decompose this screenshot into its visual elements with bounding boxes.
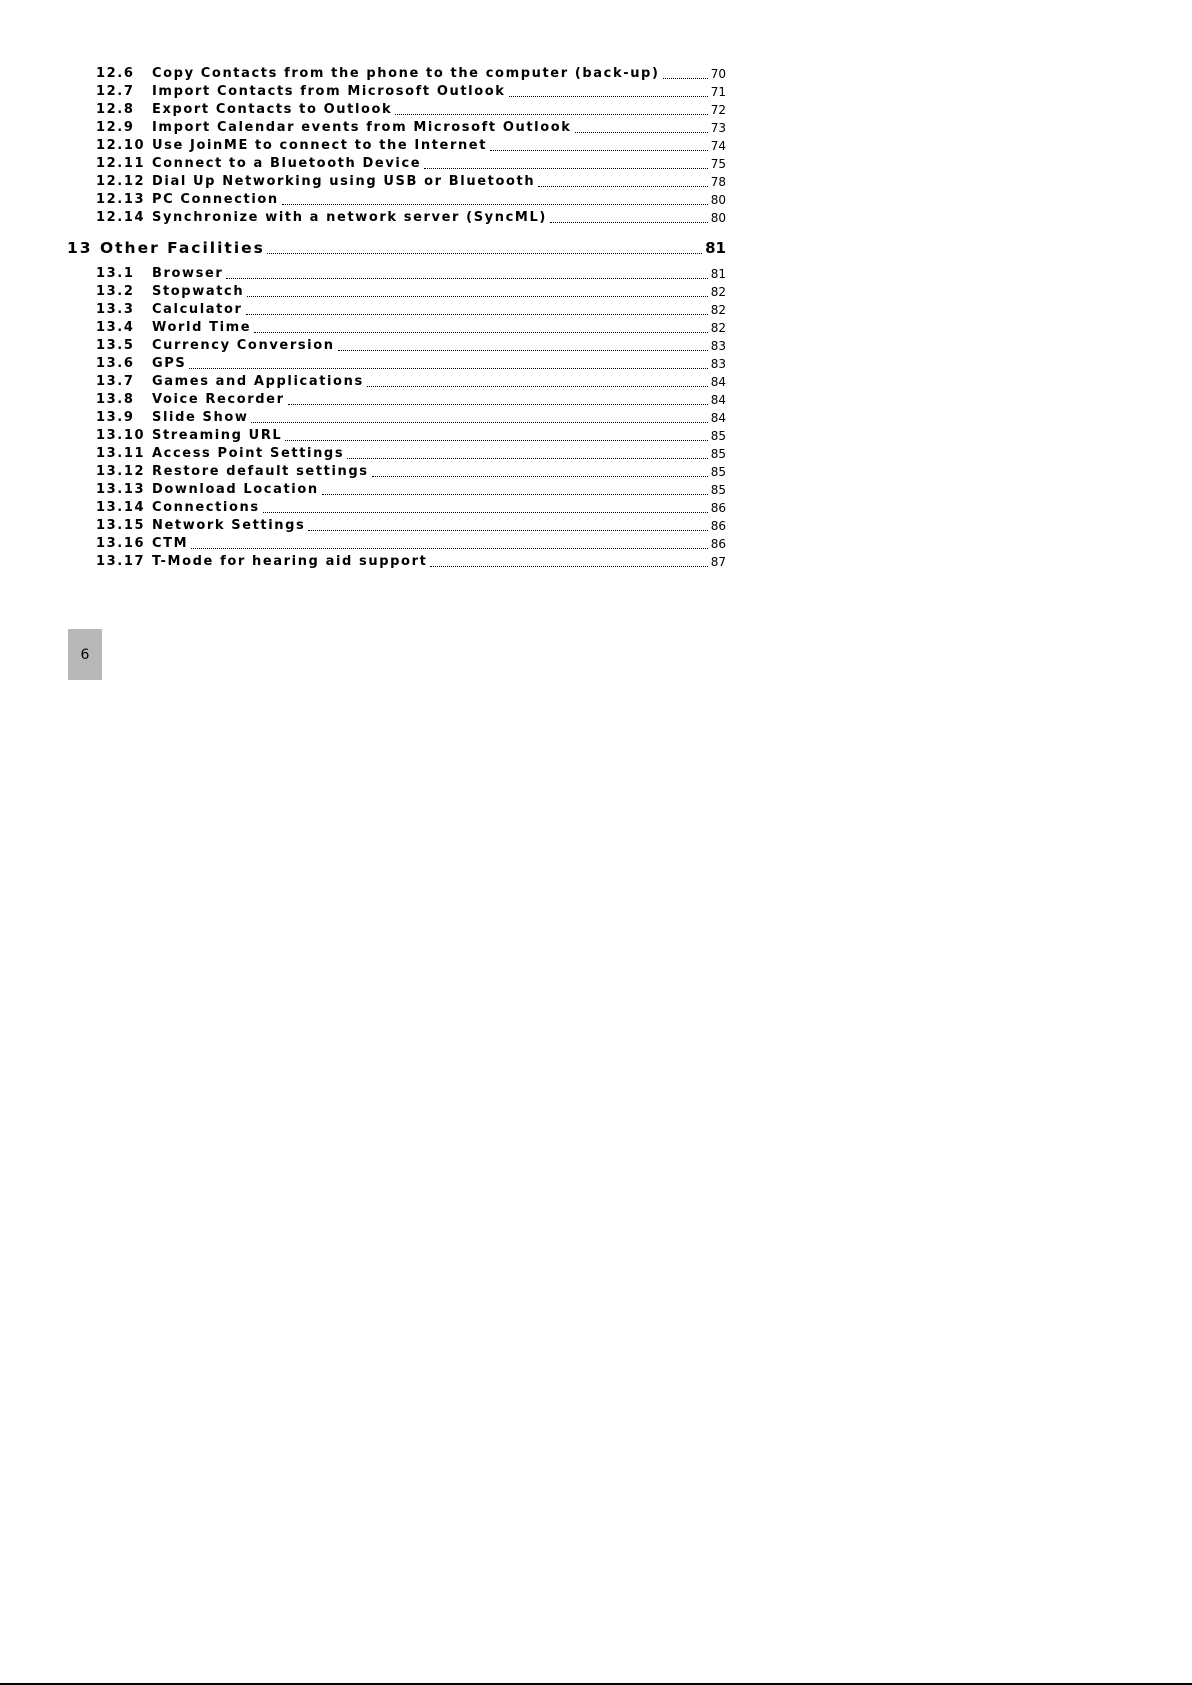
toc-entry-title: PC Connection: [152, 192, 279, 207]
toc-entry-number: 13.17: [96, 554, 146, 569]
toc-entry-number: 12.14: [96, 210, 146, 225]
toc-entry-page: 85: [710, 483, 726, 497]
toc-entry-title: Games and Applications: [152, 374, 364, 389]
dot-leader: [424, 168, 708, 169]
toc-entry-title: Copy Contacts from the phone to the computer (back-up): [152, 66, 660, 81]
toc-entry-number: 13.1: [96, 266, 135, 281]
toc-entry-page: 84: [710, 375, 726, 389]
toc-entry-title: Connections: [152, 500, 260, 515]
toc-entry-page: 82: [710, 303, 726, 317]
toc-entry-page: 74: [710, 139, 726, 153]
toc-entry-title: GPS: [152, 356, 187, 371]
toc-entry-title: Use JoinME to connect to the Internet: [152, 138, 488, 153]
toc-entry-page: 85: [710, 429, 726, 443]
toc-entry[interactable]: [96, 408, 726, 426]
toc-entry[interactable]: [96, 264, 726, 282]
toc-entry-number: 12.8: [96, 102, 135, 117]
dot-leader: [247, 296, 708, 297]
chapter-page: 81: [705, 239, 726, 257]
toc-entry-page: 85: [710, 447, 726, 461]
toc-entry[interactable]: [96, 498, 726, 516]
dot-leader: [308, 530, 707, 531]
toc-entry-number: 13.9: [96, 410, 135, 425]
toc-entry-page: 78: [710, 175, 726, 189]
toc-entry[interactable]: [96, 208, 726, 226]
dot-leader: [338, 350, 708, 351]
toc-entry[interactable]: [96, 444, 726, 462]
toc-entry[interactable]: [96, 64, 726, 82]
toc-entry-page: 73: [710, 121, 726, 135]
toc-entry[interactable]: [96, 390, 726, 408]
dot-leader: [372, 476, 708, 477]
toc-entry-title: Export Contacts to Outlook: [152, 102, 393, 117]
toc-entry-page: 83: [710, 339, 726, 353]
toc-entry[interactable]: [96, 426, 726, 444]
toc-entry-number: 13.14: [96, 500, 146, 515]
toc-entry-title: Access Point Settings: [152, 446, 345, 461]
toc-entry[interactable]: [96, 318, 726, 336]
toc-entry[interactable]: [96, 82, 726, 100]
toc-entry-number: 13.7: [96, 374, 135, 389]
dot-leader: [254, 332, 708, 333]
dot-leader: [226, 278, 707, 279]
dot-leader: [282, 204, 708, 205]
toc-entry-page: 86: [710, 537, 726, 551]
toc-entry-number: 13.12: [96, 464, 146, 479]
dot-leader: [490, 150, 708, 151]
toc-entry-number: 12.12: [96, 174, 146, 189]
toc-entry-page: 84: [710, 411, 726, 425]
dot-leader: [509, 96, 708, 97]
chapter-title: 13 Other Facilities: [67, 239, 265, 257]
toc-entry[interactable]: [96, 336, 726, 354]
toc-entry-title: T-Mode for hearing aid support: [152, 554, 428, 569]
toc-entry-page: 87: [710, 555, 726, 569]
toc-entry-page: 83: [710, 357, 726, 371]
toc-entry-title: World Time: [152, 320, 252, 335]
toc-entry[interactable]: [96, 372, 726, 390]
toc-entry-number: 13.5: [96, 338, 135, 353]
page-number-tab: [68, 629, 102, 680]
toc-entry[interactable]: [96, 480, 726, 498]
toc-entry[interactable]: [96, 172, 726, 190]
toc-entry[interactable]: [96, 190, 726, 208]
dot-leader: [322, 494, 708, 495]
dot-leader: [550, 222, 708, 223]
toc-entry-page: 82: [710, 321, 726, 335]
toc-entry-title: Streaming URL: [152, 428, 283, 443]
dot-leader: [285, 440, 707, 441]
toc-entry-number: 12.11: [96, 156, 146, 171]
toc-entry-title: Download Location: [152, 482, 319, 497]
toc-entry-title: Calculator: [152, 302, 243, 317]
dot-leader: [430, 566, 707, 567]
toc-entry-page: 85: [710, 465, 726, 479]
toc-entry[interactable]: [96, 354, 726, 372]
toc-entry-number: 13.11: [96, 446, 146, 461]
toc-entry-number: 12.7: [96, 84, 135, 99]
toc-entry-title: Slide Show: [152, 410, 249, 425]
toc-entry-title: Voice Recorder: [152, 392, 285, 407]
page-number: 6: [80, 646, 90, 663]
toc-entry[interactable]: [96, 118, 726, 136]
toc-entry[interactable]: [96, 136, 726, 154]
toc-entry[interactable]: [96, 462, 726, 480]
toc-entry[interactable]: [96, 516, 726, 534]
toc-entry[interactable]: [96, 100, 726, 118]
dot-leader: [246, 314, 708, 315]
toc-entry-title: Browser: [152, 266, 224, 281]
toc-entry-title: Restore default settings: [152, 464, 369, 479]
toc-entry-page: 72: [710, 103, 726, 117]
toc-entry-page: 71: [710, 85, 726, 99]
toc-entry-title: Import Calendar events from Microsoft Outlook: [152, 120, 572, 135]
toc-entry-title: Currency Conversion: [152, 338, 335, 353]
toc-entry-page: 80: [710, 211, 726, 225]
toc-entry-title: Network Settings: [152, 518, 306, 533]
toc-entry-number: 13.2: [96, 284, 135, 299]
dot-leader: [191, 548, 708, 549]
toc-entry-number: 13.10: [96, 428, 146, 443]
dot-leader: [575, 132, 708, 133]
toc-entry-number: 13.3: [96, 302, 135, 317]
toc-entry-page: 86: [710, 501, 726, 515]
dot-leader: [538, 186, 708, 187]
toc-entry[interactable]: [96, 552, 726, 570]
toc-entry-page: 84: [710, 393, 726, 407]
toc-entry-number: 12.13: [96, 192, 146, 207]
toc-entry-page: 70: [710, 67, 726, 81]
toc-entry-page: 86: [710, 519, 726, 533]
dot-leader: [263, 512, 708, 513]
toc-entry-number: 13.15: [96, 518, 146, 533]
dot-leader: [288, 404, 708, 405]
toc-entry-number: 13.8: [96, 392, 135, 407]
dot-leader: [367, 386, 708, 387]
dot-leader: [189, 368, 707, 369]
toc-entry-page: 81: [710, 267, 726, 281]
toc-entry-title: CTM: [152, 536, 189, 551]
toc-entry[interactable]: [96, 534, 726, 552]
toc-entry-page: 82: [710, 285, 726, 299]
toc-entry[interactable]: [96, 154, 726, 172]
toc-entry-number: 13.4: [96, 320, 135, 335]
dot-leader: [251, 422, 707, 423]
toc-entry-title: Dial Up Networking using USB or Bluetooth: [152, 174, 536, 189]
toc-entry-title: Import Contacts from Microsoft Outlook: [152, 84, 506, 99]
dot-leader: [663, 78, 708, 79]
toc-entry-number: 12.6: [96, 66, 135, 81]
toc-entry[interactable]: [96, 282, 726, 300]
dot-leader: [395, 114, 707, 115]
toc-entry-title: Synchronize with a network server (SyncML): [152, 210, 547, 225]
toc-chapter-heading[interactable]: [67, 236, 726, 258]
toc-entry-title: Connect to a Bluetooth Device: [152, 156, 422, 171]
toc-entry-number: 12.9: [96, 120, 135, 135]
toc-entry-page: 75: [710, 157, 726, 171]
toc-entry-number: 12.10: [96, 138, 146, 153]
toc-entry-number: 13.13: [96, 482, 146, 497]
toc-entry-number: 13.16: [96, 536, 146, 551]
toc-entry-title: Stopwatch: [152, 284, 245, 299]
toc-entry-number: 13.6: [96, 356, 135, 371]
dot-leader: [267, 253, 702, 254]
dot-leader: [347, 458, 708, 459]
toc-entry[interactable]: [96, 300, 726, 318]
toc-entry-page: 80: [710, 193, 726, 207]
